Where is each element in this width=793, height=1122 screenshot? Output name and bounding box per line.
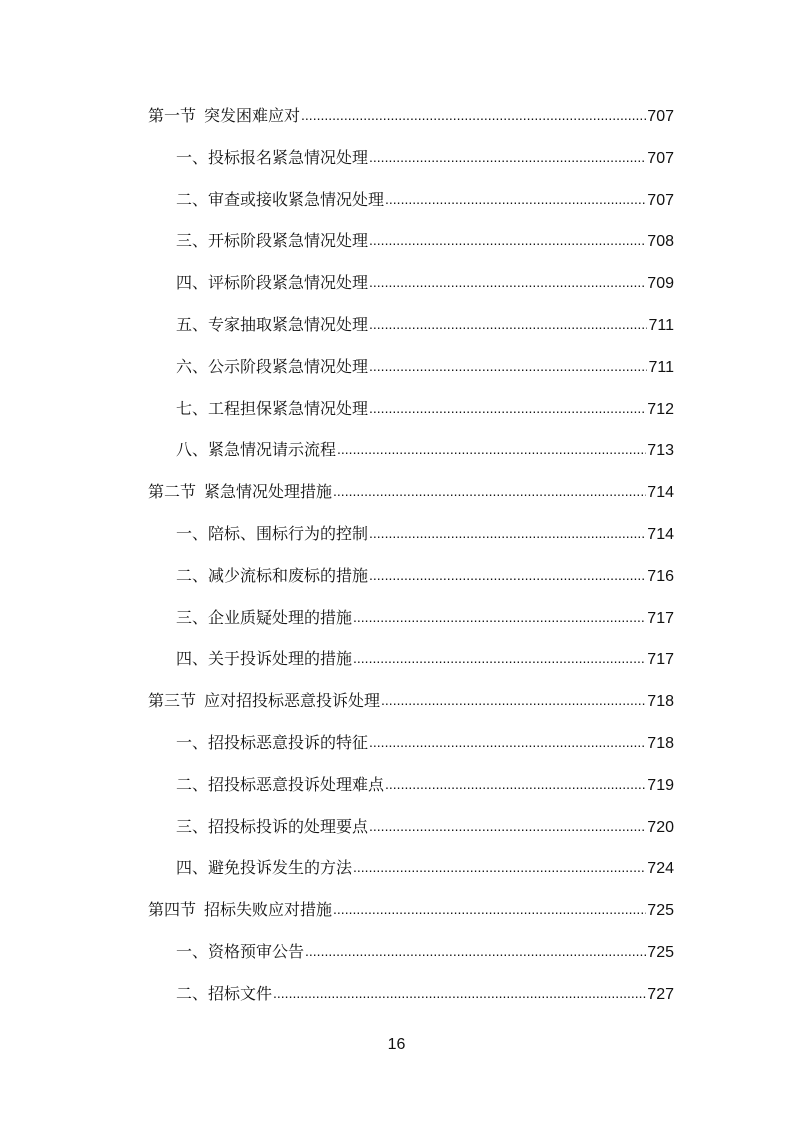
toc-entry-subsection[interactable] — [148, 438, 674, 480]
toc-page-number: 716 — [647, 567, 674, 585]
toc-entry-label: 三、企业质疑处理的措施 — [176, 607, 353, 627]
toc-entry-subsection[interactable] — [148, 188, 674, 230]
toc-leader-dots — [369, 312, 647, 336]
toc-page-number: 712 — [647, 400, 674, 418]
toc-entry-label: 一、陪标、围标行为的控制 — [176, 523, 369, 543]
toc-entry-subsection[interactable] — [148, 731, 674, 773]
toc-entry-label: 二、招投标恶意投诉处理难点 — [176, 774, 385, 794]
toc-section-title: 应对招投标恶意投诉处理 — [204, 691, 381, 711]
toc-entry-section[interactable] — [148, 104, 674, 146]
toc-entry-label: 四、避免投诉发生的方法 — [176, 858, 353, 878]
toc-entry-label: 四、关于投诉处理的措施 — [176, 649, 353, 669]
toc-entry-subsection[interactable] — [148, 522, 674, 564]
toc-page-number: 714 — [647, 525, 674, 543]
toc-leader-dots — [333, 897, 646, 921]
toc-leader-dots — [273, 981, 646, 1005]
toc-leader-dots — [369, 730, 646, 754]
toc-section-title: 招标失败应对措施 — [204, 900, 333, 920]
toc-leader-dots — [369, 228, 646, 252]
toc-entry-section[interactable] — [148, 898, 674, 940]
toc-leader-dots — [369, 145, 646, 169]
toc-entry-label: 八、紧急情况请示流程 — [176, 440, 337, 460]
toc-entry-subsection[interactable] — [148, 815, 674, 857]
toc-entry-subsection[interactable] — [148, 146, 674, 188]
table-of-contents — [148, 104, 674, 1024]
toc-entry-subsection[interactable] — [148, 564, 674, 606]
toc-leader-dots — [385, 772, 646, 796]
toc-leader-dots — [381, 688, 646, 712]
toc-page-number: 718 — [647, 693, 674, 711]
toc-entry-label: 二、审查或接收紧急情况处理 — [176, 189, 385, 209]
page-footer-number: 16 — [387, 1036, 406, 1053]
toc-leader-dots — [353, 605, 646, 629]
toc-entry-label: 三、开标阶段紧急情况处理 — [176, 231, 369, 251]
toc-page-number: 717 — [647, 651, 674, 669]
toc-entry-subsection[interactable] — [148, 313, 674, 355]
toc-entry-label: 六、公示阶段紧急情况处理 — [176, 356, 369, 376]
toc-page-number: 725 — [647, 902, 674, 920]
toc-leader-dots — [385, 187, 646, 211]
toc-entry-subsection[interactable] — [148, 647, 674, 689]
toc-entry-subsection[interactable] — [148, 355, 674, 397]
toc-leader-dots — [369, 270, 646, 294]
toc-entry-subsection[interactable] — [148, 940, 674, 982]
toc-entry-subsection[interactable] — [148, 606, 674, 648]
toc-page-number: 707 — [647, 149, 674, 167]
toc-entry-label: 一、投标报名紧急情况处理 — [176, 147, 369, 167]
toc-page-number: 709 — [647, 275, 674, 293]
toc-page-number: 717 — [647, 609, 674, 627]
toc-page-number: 727 — [647, 985, 674, 1003]
toc-leader-dots — [305, 939, 646, 963]
toc-entry-label: 二、减少流标和废标的措施 — [176, 565, 369, 585]
toc-entry-label — [148, 480, 332, 504]
toc-section-number: 第一节 — [148, 106, 197, 125]
toc-page-number: 707 — [647, 108, 674, 125]
toc-page-number: 711 — [648, 358, 674, 376]
toc-leader-dots — [369, 521, 646, 545]
toc-entry-label: 一、招投标恶意投诉的特征 — [176, 732, 369, 752]
toc-page-number: 708 — [647, 233, 674, 251]
toc-entry-label: 四、评标阶段紧急情况处理 — [176, 273, 369, 293]
toc-entry-subsection[interactable] — [148, 229, 674, 271]
toc-entry-label — [148, 104, 300, 128]
toc-leader-dots — [353, 646, 646, 670]
toc-leader-dots — [369, 396, 646, 420]
toc-entry-label — [148, 898, 332, 922]
toc-leader-dots — [333, 479, 646, 503]
toc-entry-label: 五、专家抽取紧急情况处理 — [176, 314, 369, 334]
toc-page-number: 725 — [647, 943, 674, 961]
toc-page-number: 724 — [647, 860, 674, 878]
toc-section-number: 第二节 — [148, 482, 197, 502]
toc-page-number: 720 — [647, 818, 674, 836]
toc-leader-dots — [353, 855, 646, 879]
toc-entry-label: 二、招标文件 — [176, 983, 273, 1003]
toc-leader-dots — [337, 437, 646, 461]
toc-section-number: 第三节 — [148, 691, 197, 711]
toc-entry-subsection[interactable] — [148, 856, 674, 898]
toc-page-number: 719 — [647, 776, 674, 794]
toc-page-number: 714 — [647, 484, 674, 502]
toc-leader-dots — [369, 563, 646, 587]
toc-entry-subsection[interactable] — [148, 397, 674, 439]
toc-page-number: 718 — [647, 734, 674, 752]
toc-entry-label: 一、资格预审公告 — [176, 941, 305, 961]
toc-entry-subsection[interactable] — [148, 982, 674, 1024]
toc-page-number: 711 — [648, 316, 674, 334]
toc-leader-dots — [369, 814, 646, 838]
toc-page-number: 713 — [647, 442, 674, 460]
toc-leader-dots — [301, 103, 646, 127]
toc-leader-dots — [369, 354, 647, 378]
toc-section-title: 突发困难应对 — [204, 106, 301, 125]
toc-section-number: 第四节 — [148, 900, 197, 920]
toc-entry-label — [148, 689, 380, 713]
toc-entry-subsection[interactable] — [148, 773, 674, 815]
toc-entry-section[interactable] — [148, 480, 674, 522]
toc-section-title: 紧急情况处理措施 — [204, 482, 333, 502]
toc-entry-subsection[interactable] — [148, 271, 674, 313]
toc-entry-label: 七、工程担保紧急情况处理 — [176, 398, 369, 418]
toc-entry-section[interactable] — [148, 689, 674, 731]
toc-entry-label: 三、招投标投诉的处理要点 — [176, 816, 369, 836]
toc-page-number: 707 — [647, 191, 674, 209]
